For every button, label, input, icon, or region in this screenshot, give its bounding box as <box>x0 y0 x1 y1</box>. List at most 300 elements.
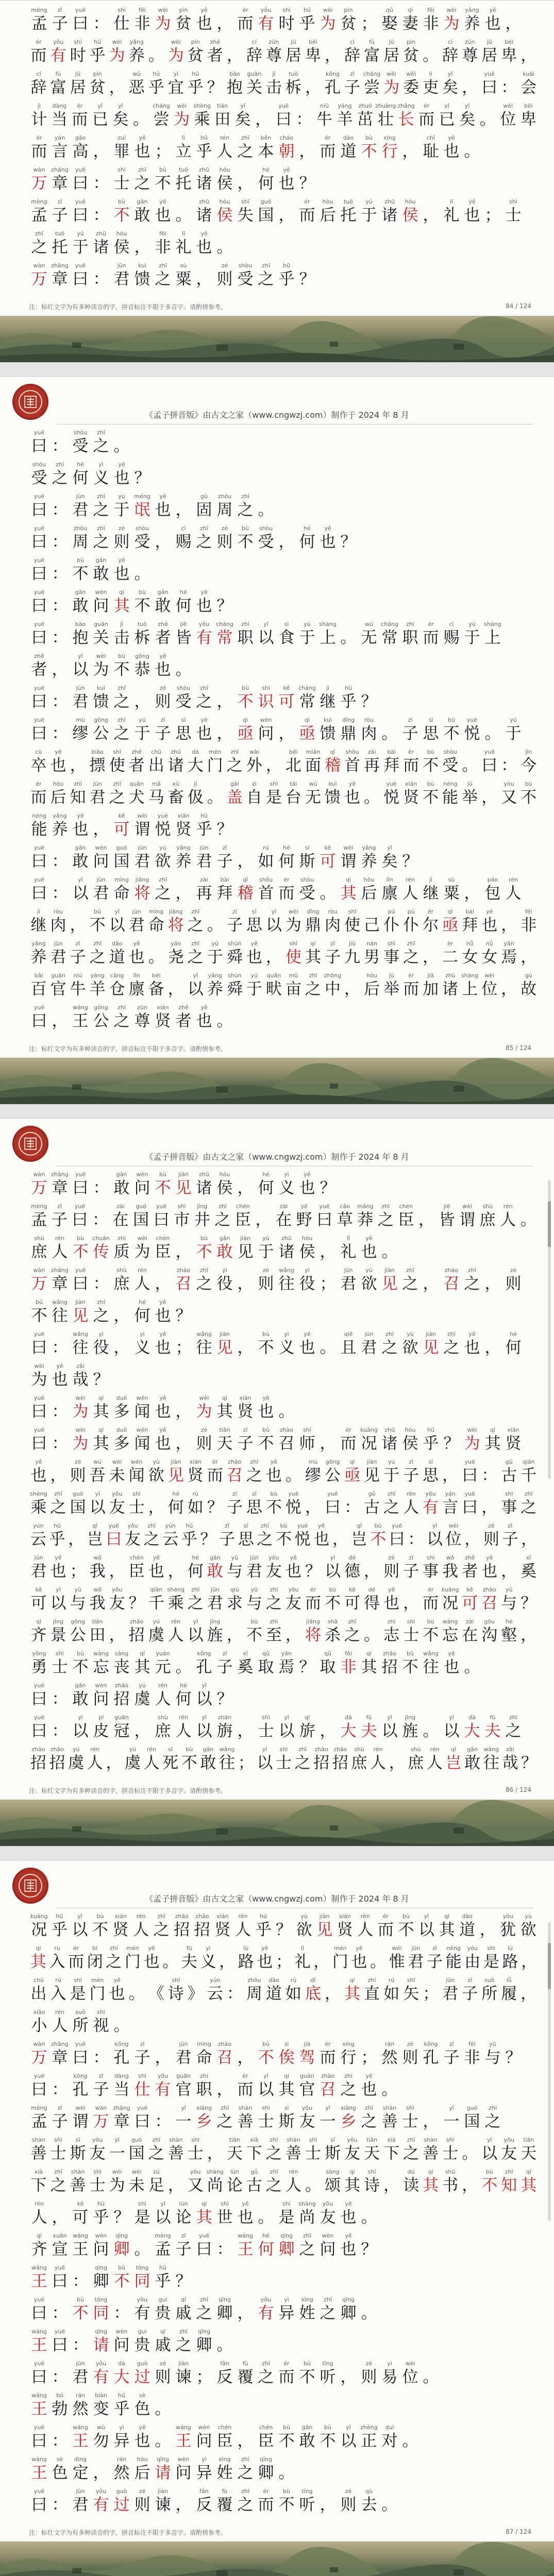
hanzi-with-pinyin <box>153 1395 173 1421</box>
hanzi-with-pinyin <box>441 717 462 743</box>
hanzi-with-pinyin <box>29 103 49 129</box>
hanzi-with-pinyin <box>276 2296 297 2323</box>
footer-note: 注：标红文字为有多种读音的字，拼音标注不限于多音字。请酌情参考。 <box>29 2529 227 2536</box>
pinyin: néng <box>32 812 46 819</box>
pinyin: hòu <box>137 2456 148 2463</box>
pinyin: lǐ <box>346 1235 350 1242</box>
hanzi-with-pinyin <box>359 1235 379 1262</box>
hanzi-with-pinyin <box>214 2200 235 2227</box>
hanzi: 不 <box>134 597 150 615</box>
hanzi-with-pinyin <box>29 1554 48 1581</box>
pinyin: fēi <box>427 7 434 13</box>
hanzi: 君 <box>442 1985 459 2003</box>
pinyin: shǐ <box>348 908 357 915</box>
text-line <box>29 103 539 129</box>
text-line <box>29 2232 539 2259</box>
pinyin: yún <box>33 1522 44 1529</box>
punctuation <box>462 876 482 903</box>
hanzi-with-pinyin <box>29 781 48 807</box>
hanzi: ： <box>501 78 517 97</box>
hanzi-with-pinyin <box>297 7 317 33</box>
hanzi-with-pinyin <box>441 1331 462 1358</box>
pinyin: kuàng <box>30 1913 48 1920</box>
pinyin: yuē <box>392 1522 402 1529</box>
hanzi-with-pinyin <box>70 621 91 648</box>
hanzi-with-pinyin <box>132 166 153 193</box>
hanzi: 馈 <box>324 788 341 807</box>
pinyin: shǐ <box>289 940 298 947</box>
pinyin: mén <box>91 1977 104 1984</box>
hanzi: ？ <box>216 1690 233 1708</box>
hanzi: 尝 <box>153 110 170 129</box>
pinyin: yú <box>365 198 373 205</box>
pinyin: shì <box>407 1618 415 1625</box>
hanzi: 闻 <box>134 1434 150 1453</box>
hanzi: 道 <box>265 1985 282 2003</box>
hanzi-with-pinyin <box>132 1267 153 1294</box>
hanzi: 传 <box>93 1243 109 1261</box>
pinyin: kuì <box>328 781 337 787</box>
hanzi-with-pinyin <box>323 940 342 967</box>
hanzi: 岂 <box>445 1754 462 1772</box>
hanzi: 识 <box>258 692 274 711</box>
pinyin: hè <box>505 1618 513 1625</box>
hanzi: 曰 <box>462 1466 478 1485</box>
pinyin: zhī <box>344 2073 352 2079</box>
hanzi: 曰 <box>72 1179 89 1197</box>
hanzi: 其 <box>30 1953 46 1971</box>
hanzi: 行 <box>340 2048 357 2067</box>
hanzi: 士 <box>258 1722 274 1740</box>
pinyin: shī <box>241 198 249 205</box>
pinyin: bù <box>159 166 166 173</box>
hanzi-with-pinyin <box>314 103 335 129</box>
hanzi: ， <box>175 1434 192 1453</box>
hanzi-with-pinyin <box>256 198 276 225</box>
hanzi-with-pinyin <box>457 103 478 129</box>
hanzi: 。 <box>305 2176 321 2195</box>
punctuation <box>214 2232 235 2259</box>
pinyin: yǔ <box>506 1586 513 1593</box>
hanzi-with-pinyin <box>70 812 91 839</box>
punctuation <box>90 1203 111 1230</box>
hanzi: 将 <box>134 884 150 903</box>
hanzi: 则 <box>505 1275 522 1293</box>
hanzi-with-pinyin <box>283 940 303 967</box>
hanzi: 。 <box>113 437 130 455</box>
hanzi-with-pinyin <box>29 2424 49 2451</box>
hanzi: 问 <box>93 1690 109 1708</box>
hanzi-with-pinyin <box>276 2200 297 2227</box>
hanzi: 抱 <box>72 629 89 647</box>
pinyin: yú <box>262 1235 270 1242</box>
pinyin: zú <box>153 2168 160 2175</box>
pinyin: sī <box>428 1459 433 1465</box>
hanzi-with-pinyin <box>460 1459 480 1485</box>
pinyin: mén <box>126 1945 139 1952</box>
pinyin: yǐ <box>263 621 268 628</box>
pinyin: zhāng <box>51 262 69 269</box>
punctuation <box>482 1331 503 1358</box>
hanzi: 。 <box>216 238 233 257</box>
pinyin: zhū <box>96 230 106 237</box>
hanzi: 子 <box>402 724 418 743</box>
scrollbar-thumb[interactable] <box>548 1943 551 1989</box>
hanzi-with-pinyin <box>194 2488 214 2515</box>
pinyin: yǎng <box>31 940 46 947</box>
hanzi-with-pinyin <box>214 1331 235 1358</box>
punctuation <box>519 1522 539 1549</box>
hanzi: 也 <box>50 756 66 775</box>
hanzi-with-pinyin <box>153 1650 173 1677</box>
hanzi: 子 <box>443 2048 460 2067</box>
punctuation <box>519 1746 539 1773</box>
hanzi-with-pinyin <box>172 1203 192 1230</box>
hanzi: 则 <box>196 1434 212 1453</box>
hanzi: 之 <box>93 501 109 519</box>
page-body <box>0 1913 554 2524</box>
punctuation <box>214 7 235 33</box>
pinyin: zǐ <box>57 198 62 205</box>
punctuation <box>303 2168 323 2195</box>
punctuation <box>499 749 519 775</box>
hanzi: 贵 <box>155 2304 171 2323</box>
hanzi-with-pinyin <box>375 103 396 129</box>
pinyin: shù <box>482 1203 493 1210</box>
pinyin: yuē <box>327 1490 338 1497</box>
hanzi-with-pinyin <box>127 908 146 935</box>
hanzi: 罪 <box>113 142 130 161</box>
hanzi-with-pinyin <box>173 589 194 616</box>
pinyin: zhū <box>199 166 209 173</box>
hanzi-with-pinyin <box>401 1459 421 1485</box>
pinyin: wèi <box>131 2168 142 2175</box>
pinyin: zhāo <box>31 1746 45 1753</box>
hanzi: 往 <box>52 1307 68 1325</box>
pinyin: yóu <box>502 1913 513 1920</box>
punctuation <box>173 653 194 680</box>
hanzi-with-pinyin <box>132 589 153 616</box>
pinyin: zhī <box>230 749 239 755</box>
hanzi-with-pinyin <box>153 1235 173 1262</box>
hanzi: 路 <box>502 1953 518 1971</box>
hanzi-with-pinyin <box>173 134 194 161</box>
pinyin: yì <box>387 2360 392 2367</box>
pinyin: wèi <box>467 1427 477 1433</box>
hanzi-with-pinyin <box>482 876 503 903</box>
pinyin: yuē <box>33 2296 45 2303</box>
hanzi-with-pinyin <box>499 1490 519 1517</box>
hanzi-with-pinyin <box>400 1331 421 1358</box>
hanzi-with-pinyin <box>343 2137 362 2163</box>
hanzi-with-pinyin <box>214 262 235 289</box>
punctuation <box>519 1945 539 1972</box>
text-line <box>29 1363 539 1389</box>
pinyin: hū <box>200 134 208 141</box>
punctuation <box>132 2232 153 2259</box>
pinyin: qiān <box>150 1586 163 1593</box>
hanzi: 则 <box>216 270 233 289</box>
punctuation <box>49 2424 70 2451</box>
hanzi: 人 <box>133 1921 149 1939</box>
pinyin: bù <box>118 2264 125 2271</box>
hanzi-with-pinyin <box>70 1203 90 1230</box>
pinyin: yě <box>159 1427 166 1433</box>
hanzi-with-pinyin <box>382 1490 401 1517</box>
hanzi: 也 <box>481 916 498 935</box>
pinyin: yáng <box>90 972 105 979</box>
hanzi-with-pinyin <box>153 2456 173 2483</box>
hanzi: 宣 <box>52 2240 68 2259</box>
pinyin: yuē <box>137 2105 148 2111</box>
hanzi: 。 <box>423 2368 439 2386</box>
hanzi: ： <box>52 852 68 871</box>
hanzi-with-pinyin <box>91 1235 111 1262</box>
hanzi: 诗 <box>364 2176 380 2195</box>
hanzi-with-pinyin <box>172 103 192 129</box>
hanzi: 之 <box>187 1594 204 1613</box>
hanzi-with-pinyin <box>49 812 70 839</box>
pinyin: yǎng <box>53 812 67 819</box>
pinyin: jiàn <box>158 2488 168 2495</box>
hanzi: 人 <box>403 1498 419 1517</box>
hanzi: 。 <box>175 206 192 225</box>
hanzi: ， <box>237 174 254 193</box>
pinyin: zhī <box>159 876 167 883</box>
hanzi: 后 <box>134 2464 150 2482</box>
hanzi-with-pinyin <box>214 198 235 225</box>
hanzi-with-pinyin <box>29 1650 49 1677</box>
hanzi: 千 <box>148 1594 164 1613</box>
pinyin: mǎng <box>357 1203 374 1210</box>
punctuation <box>317 1714 338 1741</box>
hanzi: 尊 <box>134 1012 150 1030</box>
pinyin: shì <box>446 2137 455 2143</box>
hanzi-with-pinyin <box>441 1490 460 1517</box>
pinyin: hé <box>283 844 290 851</box>
hanzi-with-pinyin <box>194 7 214 33</box>
hanzi-with-pinyin <box>132 2456 153 2483</box>
punctuation <box>153 134 173 161</box>
hanzi: ？ <box>216 820 233 839</box>
pinyin: jiàn <box>319 1913 330 1920</box>
hanzi: 者 <box>155 629 171 647</box>
hanzi: 位 <box>402 2368 418 2386</box>
hanzi-with-pinyin <box>194 2105 214 2131</box>
hanzi: 见 <box>423 1338 439 1357</box>
hanzi-with-pinyin <box>29 525 49 552</box>
hanzi-with-pinyin <box>91 429 111 456</box>
text-line <box>29 1945 539 1972</box>
pinyin: yě <box>200 230 208 237</box>
pinyin: mèng <box>155 2232 171 2239</box>
hanzi-with-pinyin <box>355 103 376 129</box>
hanzi-with-pinyin <box>388 1522 407 1549</box>
pinyin: zǐ <box>432 1945 437 1952</box>
hanzi: 职 <box>402 629 418 647</box>
hanzi: 之 <box>299 2240 315 2259</box>
hanzi-with-pinyin <box>518 1913 539 1940</box>
hanzi: ， <box>501 980 517 998</box>
punctuation <box>274 1945 293 1972</box>
hanzi: 皆 <box>439 1211 455 1229</box>
scrollbar-thumb[interactable] <box>548 1201 551 1247</box>
punctuation <box>111 2296 132 2323</box>
pinyin: zhāng <box>51 2041 69 2047</box>
pinyin: yǐ <box>387 1714 392 1721</box>
pinyin: zhī <box>262 2360 270 2367</box>
hanzi-with-pinyin <box>297 2200 317 2227</box>
hanzi: ， <box>52 660 68 679</box>
pinyin: wèi <box>158 7 168 13</box>
hanzi: 夫 <box>484 1722 501 1740</box>
hanzi-with-pinyin <box>91 1395 111 1421</box>
hanzi: 居 <box>285 46 301 65</box>
hanzi: 听 <box>320 2368 336 2386</box>
hanzi-with-pinyin <box>194 1650 214 1677</box>
hanzi-with-pinyin <box>111 2041 132 2067</box>
hanzi-with-pinyin <box>91 2328 111 2355</box>
pinyin: shì <box>279 1746 288 1753</box>
pinyin: zhī <box>191 908 200 915</box>
text-line <box>29 2105 539 2131</box>
hanzi: 乘 <box>30 1498 47 1517</box>
hanzi-with-pinyin <box>256 1650 276 1677</box>
text-line <box>29 71 539 97</box>
pinyin: jì <box>37 908 41 915</box>
hanzi-with-pinyin <box>29 2296 49 2323</box>
pinyin: bù <box>77 1235 84 1242</box>
hanzi: 官 <box>175 2080 192 2099</box>
hanzi: 今 <box>521 756 537 775</box>
pinyin: bù <box>283 2488 290 2495</box>
hanzi-with-pinyin <box>421 621 441 648</box>
hanzi: 将 <box>305 1626 321 1645</box>
hanzi: 姓 <box>216 2464 233 2482</box>
hanzi-with-pinyin <box>194 166 214 193</box>
pinyin: shòu <box>259 525 273 532</box>
hanzi: 不 <box>155 174 171 193</box>
pinyin: bù <box>485 2168 493 2175</box>
pinyin: wèi <box>448 1522 459 1529</box>
hanzi: 过 <box>113 2496 130 2514</box>
pinyin: mèng <box>31 1203 47 1210</box>
hanzi: ， <box>484 1275 501 1293</box>
scrollbar[interactable] <box>548 1180 551 1479</box>
pinyin: zǐ <box>140 2041 145 2047</box>
pinyin: hū <box>53 1522 61 1529</box>
hanzi-with-pinyin <box>382 940 401 967</box>
hanzi-with-pinyin <box>462 2041 482 2067</box>
hanzi-with-pinyin <box>132 2073 153 2099</box>
pinyin: qǐ <box>356 1522 362 1529</box>
text-line <box>29 198 539 225</box>
hanzi: 之 <box>196 2304 212 2323</box>
hanzi-with-pinyin <box>359 2424 379 2451</box>
hanzi-with-pinyin <box>303 39 323 65</box>
landscape-painting-icon <box>0 316 554 362</box>
pinyin: wèi <box>171 39 181 45</box>
hanzi: 侯 <box>402 1434 418 1453</box>
hanzi-with-pinyin <box>317 1650 338 1677</box>
hanzi-with-pinyin <box>127 39 146 65</box>
hanzi-with-pinyin <box>441 972 460 999</box>
punctuation <box>166 2168 186 2195</box>
hanzi-with-pinyin <box>323 908 342 935</box>
hanzi-with-pinyin <box>70 1913 90 1940</box>
hanzi-with-pinyin <box>276 2105 297 2131</box>
hanzi-with-pinyin <box>457 1913 478 1940</box>
text-line <box>29 781 539 807</box>
pinyin: sù <box>448 876 455 883</box>
pinyin: rú <box>388 1977 395 1984</box>
pinyin: mìng <box>197 2041 211 2047</box>
text-line <box>29 39 539 65</box>
hanzi: 茁 <box>357 110 374 129</box>
hanzi: 人 <box>52 2016 68 2035</box>
hanzi: 诸 <box>196 1179 212 1197</box>
scrollbar[interactable] <box>548 1922 551 2221</box>
hanzi: 可 <box>113 820 130 839</box>
pinyin: kě <box>349 1586 356 1593</box>
pinyin: zǐ <box>350 71 355 77</box>
punctuation <box>205 908 225 935</box>
hanzi: 皆 <box>175 629 192 647</box>
pinyin: chǐ <box>426 134 435 141</box>
punctuation <box>519 1618 539 1645</box>
hanzi: 天 <box>216 1434 233 1453</box>
hanzi-with-pinyin <box>401 940 421 967</box>
hanzi-with-pinyin <box>359 1714 379 1741</box>
hanzi-with-pinyin <box>214 2488 235 2515</box>
pinyin: bù <box>270 1490 278 1497</box>
hanzi: 。 <box>381 2080 398 2099</box>
hanzi: 为 <box>174 110 190 129</box>
hanzi-with-pinyin <box>225 71 244 97</box>
pinyin: bì <box>92 1945 98 1952</box>
hanzi: 曰 <box>31 2496 47 2514</box>
pinyin: zhì <box>117 1235 126 1242</box>
punctuation <box>388 1746 407 1773</box>
pinyin: tiān <box>219 1427 230 1433</box>
hanzi-with-pinyin <box>91 589 111 616</box>
pinyin: zhū <box>281 1235 292 1242</box>
pinyin: hé <box>262 1171 270 1178</box>
punctuation <box>49 429 70 456</box>
punctuation <box>217 1945 237 1972</box>
pinyin: ròu <box>364 717 374 723</box>
punctuation <box>317 1427 338 1453</box>
hanzi: ； <box>361 2048 377 2067</box>
pinyin: wèi <box>112 2168 122 2175</box>
hanzi-with-pinyin <box>276 2073 297 2099</box>
hanzi: ， <box>320 2496 336 2514</box>
hanzi-with-pinyin <box>379 2360 400 2387</box>
hanzi-with-pinyin <box>90 103 111 129</box>
pinyin: yù <box>407 1331 414 1337</box>
pinyin: yuē <box>75 7 86 13</box>
hanzi-with-pinyin <box>421 1586 441 1613</box>
punctuation <box>518 1203 539 1230</box>
hanzi: 虞 <box>124 1754 141 1772</box>
pinyin: gǎn <box>301 2424 313 2431</box>
hanzi: ， <box>265 756 282 775</box>
hanzi: 有 <box>93 2496 109 2514</box>
hanzi-with-pinyin <box>503 1331 524 1358</box>
pinyin: zhì <box>387 1618 396 1625</box>
hanzi: 己 <box>364 916 380 935</box>
hanzi-with-pinyin <box>88 71 107 97</box>
